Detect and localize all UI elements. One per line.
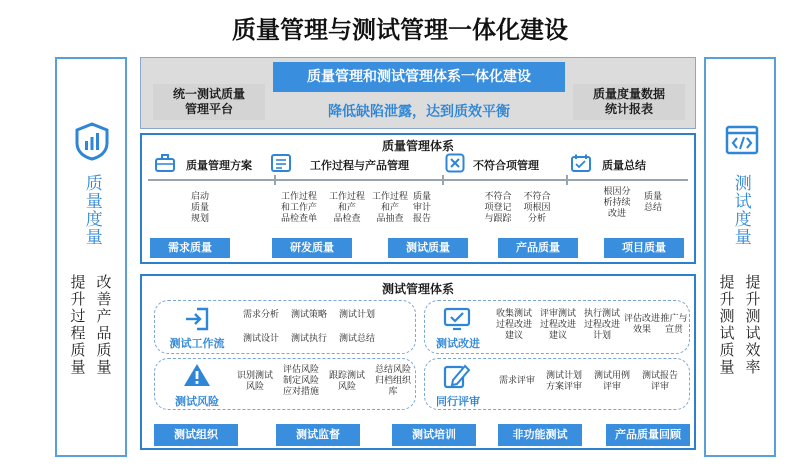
metric-report-line2: 统计报表 bbox=[604, 102, 653, 116]
left-metric-panel bbox=[55, 57, 127, 457]
quality-item-line: 质量 bbox=[643, 192, 662, 202]
test-improve-label: 测试改进 bbox=[436, 337, 480, 350]
peer-review-label: 同行评审 bbox=[436, 395, 480, 408]
metric-report-line1: 质量度量数据 bbox=[592, 87, 665, 101]
quality-item bbox=[478, 192, 518, 225]
quality-chart-icon bbox=[72, 121, 112, 161]
risk-step-line: 识别测试 bbox=[236, 371, 273, 381]
quality-item-line: 与跟踪 bbox=[484, 214, 512, 224]
review-step-line: 测试计划 bbox=[545, 371, 582, 381]
improve-step-line: 过程改进 bbox=[539, 320, 576, 330]
risk-step-line: 应对措施 bbox=[282, 387, 319, 397]
monitor-check-icon bbox=[443, 307, 471, 331]
quality-item bbox=[404, 192, 440, 225]
improve-step-line: 评审测试 bbox=[539, 309, 576, 319]
test-quality-button[interactable]: 测试质量 bbox=[388, 238, 468, 258]
improve-step-line: 评估改进 bbox=[624, 314, 661, 324]
checklist-icon bbox=[270, 153, 292, 173]
risk-step bbox=[279, 365, 323, 398]
test-organization-button[interactable]: 测试组织 bbox=[154, 424, 238, 446]
right-panel-goal-1: 提升测试效率 bbox=[743, 274, 762, 376]
quality-item bbox=[276, 192, 322, 225]
right-panel-title: 测试度量 bbox=[730, 174, 751, 246]
test-risk-label: 测试风险 bbox=[175, 395, 219, 408]
quality-head-nonconform-label: 不符合项管理 bbox=[473, 159, 539, 172]
review-step-line: 评审 bbox=[650, 382, 669, 392]
quality-head-process bbox=[270, 153, 430, 173]
quality-item bbox=[324, 192, 370, 225]
unified-platform-card bbox=[153, 84, 265, 120]
briefcase-icon bbox=[154, 153, 176, 173]
quality-item-line: 工作过程 bbox=[328, 192, 365, 202]
left-panel-goal-1: 改善产品质量 bbox=[94, 274, 113, 376]
quality-system-box bbox=[140, 133, 696, 264]
quality-head-plan-label: 质量管理方案 bbox=[186, 159, 252, 172]
quality-timeline bbox=[148, 179, 688, 181]
quality-item-line: 工作过程 bbox=[280, 192, 317, 202]
quality-head-nonconform bbox=[445, 153, 555, 173]
test-training-button[interactable]: 测试培训 bbox=[392, 424, 476, 446]
quality-item-line: 规划 bbox=[190, 214, 209, 224]
product-quality-button[interactable]: 产品质量 bbox=[498, 238, 578, 258]
quality-item-line: 品检查单 bbox=[280, 214, 317, 224]
timeline-tick bbox=[274, 175, 276, 185]
code-window-icon bbox=[722, 121, 762, 161]
test-improve-group bbox=[424, 300, 690, 354]
improve-step-line: 计划 bbox=[592, 331, 611, 341]
improve-step-line: 收集测试 bbox=[495, 309, 532, 319]
test-system-box bbox=[140, 274, 696, 450]
unified-platform-line2: 管理平台 bbox=[184, 102, 233, 116]
quality-head-plan bbox=[154, 153, 274, 173]
quality-system-title: 质量管理体系 bbox=[381, 139, 454, 153]
quality-item-line: 改进 bbox=[607, 209, 626, 219]
quality-item-line: 析持续 bbox=[603, 198, 631, 208]
review-step bbox=[495, 376, 539, 387]
workflow-step: 测试总结 bbox=[338, 334, 375, 344]
warning-icon bbox=[183, 363, 211, 387]
integration-banner: 质量管理和测试管理体系一体化建设 bbox=[273, 62, 565, 92]
improve-step-line: 建议 bbox=[548, 331, 567, 341]
improve-step bbox=[581, 309, 623, 342]
improve-step-line: 建议 bbox=[504, 331, 523, 341]
quality-item-line: 质量 bbox=[190, 203, 209, 213]
review-step-line: 测试用例 bbox=[593, 371, 630, 381]
review-step bbox=[637, 371, 683, 393]
quality-item-line: 和产 bbox=[337, 203, 356, 213]
improve-step-line: 过程改进 bbox=[495, 320, 532, 330]
risk-step bbox=[233, 371, 277, 393]
project-quality-button[interactable]: 项目质量 bbox=[604, 238, 684, 258]
enter-arrow-icon bbox=[183, 307, 211, 331]
integration-banner-box bbox=[140, 57, 696, 129]
quality-item-line: 总结 bbox=[643, 203, 662, 213]
improve-step-line: 执行测试 bbox=[583, 309, 620, 319]
quality-item bbox=[177, 192, 223, 225]
test-workflow-label: 测试工作流 bbox=[169, 337, 225, 350]
page-title: 质量管理与测试管理一体化建设 bbox=[232, 16, 568, 44]
improve-step-line: 效果 bbox=[632, 325, 651, 335]
improve-step bbox=[624, 314, 660, 336]
quality-item-line: 项登记 bbox=[484, 203, 512, 213]
test-workflow-group bbox=[154, 300, 416, 354]
review-step-line: 评审 bbox=[602, 382, 621, 392]
test-risk-group bbox=[154, 358, 416, 410]
workflow-step: 测试计划 bbox=[338, 310, 375, 320]
improve-step-line: 推广与 bbox=[660, 314, 688, 324]
quality-item-line: 不符合 bbox=[484, 192, 512, 202]
metric-report-card bbox=[573, 84, 685, 120]
quality-item-line: 审计 bbox=[412, 203, 431, 213]
integration-subtitle: 降低缺陷泄露，达到质效平衡 bbox=[328, 104, 510, 120]
review-step-line: 方案评审 bbox=[545, 382, 582, 392]
review-step-line: 需求评审 bbox=[498, 376, 535, 386]
calendar-check-icon bbox=[570, 153, 592, 173]
quality-item-line: 质量 bbox=[412, 192, 431, 202]
quality-head-process-label: 工作过程与产品管理 bbox=[310, 159, 409, 172]
workflow-step: 测试设计 bbox=[242, 334, 279, 344]
dev-quality-button[interactable]: 研发质量 bbox=[272, 238, 352, 258]
x-box-icon bbox=[445, 153, 465, 173]
right-panel-goal-2: 提升测试质量 bbox=[717, 274, 736, 376]
quality-head-summary bbox=[570, 153, 680, 173]
quality-item bbox=[517, 192, 557, 225]
quality-item-line: 和工作产 bbox=[280, 203, 317, 213]
quality-item-line: 根因分 bbox=[603, 187, 631, 197]
quality-item bbox=[638, 192, 668, 214]
improve-step bbox=[493, 309, 535, 342]
unified-platform-line1: 统一测试质量 bbox=[172, 87, 245, 101]
risk-step-line: 跟踪测试 bbox=[328, 371, 365, 381]
risk-step-line: 归档组织 bbox=[374, 376, 411, 386]
quality-item-line: 品抽查 bbox=[376, 214, 404, 224]
quality-item-line: 报告 bbox=[412, 214, 431, 224]
quality-item-line: 项根因 bbox=[523, 203, 551, 213]
review-step bbox=[589, 371, 635, 393]
risk-step-line: 制定风险 bbox=[282, 376, 319, 386]
pencil-edit-icon bbox=[443, 363, 471, 389]
test-supervision-button[interactable]: 测试监督 bbox=[276, 424, 360, 446]
risk-step-line: 总结风险 bbox=[374, 365, 411, 375]
non-functional-test-button[interactable]: 非功能测试 bbox=[498, 424, 582, 446]
risk-step-line: 评估风险 bbox=[282, 365, 319, 375]
quality-head-summary-label: 质量总结 bbox=[602, 159, 646, 172]
quality-item-line: 工作过程 bbox=[371, 192, 408, 202]
timeline-tick bbox=[442, 175, 444, 185]
left-panel-goal-2: 提升过程质量 bbox=[68, 274, 87, 376]
review-step-line: 测试报告 bbox=[641, 371, 678, 381]
workflow-step: 需求分析 bbox=[242, 310, 279, 320]
test-system-title: 测试管理体系 bbox=[381, 282, 454, 296]
risk-step-line: 风险 bbox=[245, 382, 264, 392]
quality-item-line: 和产 bbox=[380, 203, 399, 213]
workflow-step: 测试策略 bbox=[290, 310, 327, 320]
quality-item-line: 品检查 bbox=[333, 214, 361, 224]
timeline-tick bbox=[566, 175, 568, 185]
demand-quality-button[interactable]: 需求质量 bbox=[150, 238, 230, 258]
risk-step bbox=[371, 365, 415, 398]
review-step bbox=[541, 371, 587, 393]
risk-step bbox=[325, 371, 369, 393]
improve-step-line: 宣贯 bbox=[664, 325, 683, 335]
improve-step bbox=[659, 314, 689, 336]
improve-step-line: 过程改进 bbox=[583, 320, 620, 330]
risk-step-line: 库 bbox=[388, 387, 398, 397]
risk-step-line: 风险 bbox=[337, 382, 356, 392]
quality-item-line: 不符合 bbox=[523, 192, 551, 202]
peer-review-group bbox=[424, 358, 690, 410]
quality-item bbox=[599, 187, 635, 220]
workflow-step: 测试执行 bbox=[290, 334, 327, 344]
right-metric-panel bbox=[704, 57, 776, 457]
left-panel-title: 质量度量 bbox=[81, 174, 102, 246]
improve-step bbox=[537, 309, 579, 342]
product-quality-review-button[interactable]: 产品质量回顾 bbox=[606, 424, 690, 446]
quality-item-line: 启动 bbox=[190, 192, 209, 202]
quality-item-line: 分析 bbox=[527, 214, 546, 224]
